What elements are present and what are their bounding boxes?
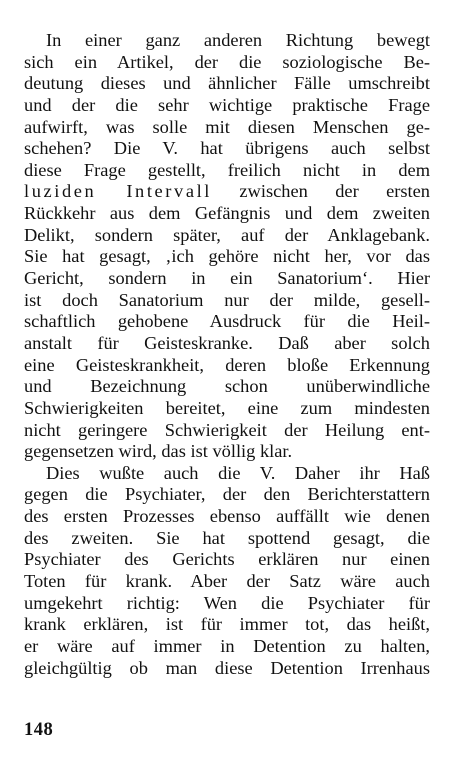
text-line: des zweiten. Sie hat spottend gesagt, die [24, 527, 430, 548]
text-line: und der die sehr wichtige praktische Frage [24, 94, 430, 115]
text-line: diese Frage gestellt, freilich nicht in dem [24, 159, 430, 180]
text-line: schaftlich gehobene Ausdruck für die Heil- [24, 311, 430, 332]
text-line: des ersten Prozesses ebenso auffällt wie denen [24, 506, 430, 527]
text-line: aufwirft, was solle mit diesen Menschen ge- [24, 116, 430, 137]
text-line: gleichgültig ob man diese Detention Irrenhaus [24, 657, 430, 678]
text-line: er wäre auf immer in Detention zu halten, [24, 635, 430, 656]
text-line: gegensetzen wird, das ist völlig klar. [24, 441, 293, 462]
text-line: und Bezeichnung schon unüberwindliche [24, 376, 430, 397]
text-line: Delikt, sondern später, auf der Anklagebank. [24, 224, 430, 245]
text-block [24, 30, 430, 679]
text-line: Toten für krank. Aber der Satz wäre auch [24, 571, 430, 592]
page-number: 148 [24, 720, 54, 740]
text-line: anstalt für Geisteskranke. Daß aber solch [24, 332, 430, 353]
text-line: Rückkehr aus dem Gefängnis und dem zweiten [24, 203, 430, 224]
text-line-spaced [24, 181, 430, 203]
text-line: sich ein Artikel, der die soziologische Be- [24, 51, 430, 72]
text-line: Schwierigkeiten bereitet, eine zum mindesten [24, 397, 430, 418]
text-line: gegen die Psychiater, der den Berichterstattern [24, 484, 430, 505]
text-line: ist doch Sanatorium nur der milde, gesell- [24, 289, 430, 310]
text-line: krank erklären, ist für immer tot, das heißt, [24, 614, 430, 635]
paragraph-2 [24, 463, 430, 679]
text-line: nicht geringere Schwierigkeit der Heilung ent- [24, 419, 430, 440]
text-line: deutung dieses und ähnlicher Fälle umschreibt [24, 73, 430, 94]
text-line: Psychiater des Gerichts erklären nur einen [24, 549, 430, 570]
text-line: Dies wußte auch die V. Daher ihr Haß [46, 462, 430, 483]
text-line: Sie hat gesagt, ‚ich gehöre nicht her, vor das [24, 246, 430, 267]
text-line: schehen? Die V. hat übrigens auch selbst [24, 138, 430, 159]
text-line: In einer ganz anderen Richtung bewegt [46, 30, 430, 50]
text-line: Gericht, sondern in ein Sanatorium‘. Hier [24, 268, 430, 289]
text-line-rest: zwischen der ersten [212, 181, 430, 202]
text-line: eine Geisteskrankheit, deren bloße Erkennung [24, 354, 430, 375]
spaced-emphasis: luziden Intervall [24, 181, 213, 202]
text-line: umgekehrt richtig: Wen die Psychiater für [24, 592, 430, 613]
paragraph-1 [24, 30, 430, 463]
